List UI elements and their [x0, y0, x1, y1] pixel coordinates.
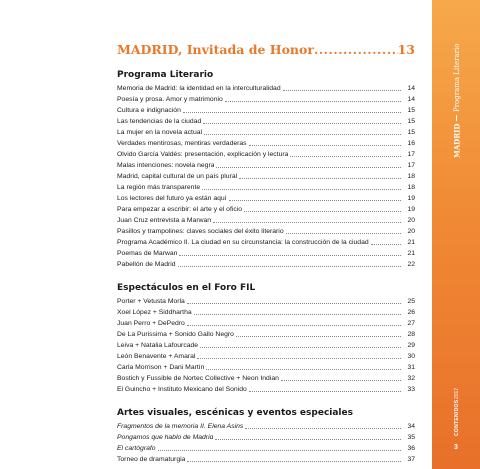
toc-entry-label: Cultura e indignación [117, 107, 181, 114]
toc-entry-leader [290, 156, 401, 157]
toc-entry [117, 115, 415, 126]
sidebar-divider [457, 115, 458, 121]
toc-entry-label: Verdades mentirosas, mentiras verdaderas [117, 140, 247, 147]
toc-entry-leader [194, 314, 401, 315]
toc-entry-page: 14 [407, 96, 415, 103]
toc-entry-page: 21 [407, 250, 415, 257]
toc-entry [117, 82, 415, 93]
section-entries-2 [117, 420, 415, 464]
toc-entry-page: 20 [407, 228, 415, 235]
toc-entry [117, 236, 415, 247]
toc-entry-label: De La Purissima + Sonido Gallo Negro [117, 331, 234, 338]
toc-entry-label: Malas intenciones: novela negra [117, 162, 215, 169]
sidebar-band [432, 0, 480, 469]
toc-entry-label: Pabellón de Madrid [117, 261, 176, 268]
section-title-espectaculos: Espectáculos en el Foro FIL [117, 283, 256, 293]
toc-entry [117, 420, 415, 431]
toc-entry-leader [244, 211, 401, 212]
toc-entry-label: Poemas de Marwan [117, 250, 178, 257]
toc-entry-leader [206, 369, 401, 370]
toc-entry [117, 383, 415, 394]
toc-entry-leader [183, 112, 401, 113]
toc-entry [117, 317, 415, 328]
toc-entry-label: Juan Perro + DePedro [117, 320, 185, 327]
toc-entry [117, 225, 415, 236]
toc-entry [117, 361, 415, 372]
toc-entry [117, 306, 415, 317]
toc-entry-leader [197, 358, 401, 359]
toc-entry [117, 181, 415, 192]
toc-entry-label: Las tendencias de la ciudad [117, 118, 202, 125]
toc-entry-leader [216, 167, 401, 168]
toc-entry-leader [187, 461, 401, 462]
toc-entry-page: 17 [407, 162, 415, 169]
toc-entry-leader [215, 439, 401, 440]
toc-entry-label: La región más transparente [117, 184, 201, 191]
sidebar-programa: Programa Literario [453, 43, 461, 113]
toc-entry-leader [281, 380, 401, 381]
toc-entry-leader [283, 90, 401, 91]
toc-entry-label: El Guincho + Instituto Mexicano del Sonido [117, 386, 247, 393]
toc-entry-page: 18 [407, 184, 415, 191]
toc-entry-leader [158, 450, 401, 451]
toc-entry-page: 16 [407, 140, 415, 147]
page-number: 3 [454, 444, 458, 451]
toc-entry-page: 36 [407, 445, 415, 452]
toc-entry-leader [178, 266, 401, 267]
toc-entry [117, 431, 415, 442]
toc-entry-page: 21 [407, 239, 415, 246]
sidebar-footer [451, 385, 463, 439]
toc-entry-page: 20 [407, 217, 415, 224]
toc-entry [117, 170, 415, 181]
toc-entry-label: Leiva + Natalia Lafourcade [117, 342, 199, 349]
toc-entry-leader [225, 101, 401, 102]
toc-entry-label: Pongamos que hablo de Madrid [117, 434, 214, 441]
section-entries-0 [117, 82, 415, 269]
toc-entry-label: Programa Académico II. La ciudad en su circunstancia: la construcción de la ciudad [117, 239, 369, 246]
toc-entry [117, 453, 415, 464]
table-of-contents [117, 42, 415, 464]
toc-entry-leader [203, 123, 401, 124]
toc-entry-page: 18 [407, 173, 415, 180]
toc-entry-label: Pasillos y trampolines: claves sociales del éxito literario [117, 228, 284, 235]
toc-entry [117, 350, 415, 361]
main-title-leader [314, 42, 398, 57]
toc-entry-leader [249, 145, 401, 146]
toc-entry-label: Madrid, capital cultural de un país plural [117, 173, 238, 180]
toc-entry-label: Para empezar a escribir: el arte y el oficio [117, 206, 243, 213]
toc-entry-page: 15 [407, 107, 415, 114]
toc-entry-leader [204, 134, 401, 135]
toc-entry [117, 372, 415, 383]
toc-entry-label: León Benavente + Amaral [117, 353, 196, 360]
toc-entry [117, 159, 415, 170]
toc-entry-leader [179, 255, 401, 256]
toc-entry-page: 15 [407, 129, 415, 136]
toc-entry-label: Porter + Vetusta Morla [117, 298, 185, 305]
section-title-artes-visuales: Artes visuales, escénicas y eventos especiales [117, 408, 353, 418]
toc-entry [117, 126, 415, 137]
toc-entry-label: Poesía y prosa. Amor y matrimonio [117, 96, 223, 103]
main-title-text: MADRID, Invitada de Honor [117, 42, 314, 57]
toc-entry-leader [187, 325, 401, 326]
toc-entry-leader [239, 178, 401, 179]
toc-entry [117, 442, 415, 453]
toc-entry-page: 19 [407, 195, 415, 202]
toc-entry-label: La mujer en la novela actual [117, 129, 203, 136]
toc-entry-page: 25 [407, 298, 415, 305]
toc-entry-leader [371, 244, 401, 245]
toc-entry [117, 295, 415, 306]
toc-entry-leader [245, 428, 401, 429]
toc-entry-page: 33 [407, 386, 415, 393]
toc-entry-label: Torneo de dramaturgia [117, 456, 186, 463]
toc-entry-label: Bostich y Fussible de Nortec Collective + Neon Indian [117, 375, 279, 382]
toc-entry [117, 104, 415, 115]
toc-entry-page: 35 [407, 434, 415, 441]
toc-entry-label: Memoria de Madrid: la identidad en la interculturalidad [117, 85, 281, 92]
toc-entry-leader [187, 303, 401, 304]
toc-entry [117, 339, 415, 350]
toc-entry-page: 26 [407, 309, 415, 316]
toc-entry-label: Juan Cruz entrevista a Marwan [117, 217, 212, 224]
toc-entry [117, 148, 415, 159]
sidebar-madrid: MADRID [452, 124, 462, 159]
toc-entry-leader [202, 189, 401, 190]
toc-entry-page: 15 [407, 118, 415, 125]
section-entries-1 [117, 295, 415, 394]
toc-entry-page: 17 [407, 151, 415, 158]
toc-entry-label: Fragmentos de la memoria II. Elena Asins [117, 423, 244, 430]
toc-entry-page: 19 [407, 206, 415, 213]
toc-entry-leader [229, 200, 401, 201]
toc-entry-label: Los lectores del futuro ya están aquí [117, 195, 227, 202]
toc-entry-page: 30 [407, 353, 415, 360]
toc-entry-label: Xoel López + Siddhartha [117, 309, 192, 316]
toc-entry [117, 247, 415, 258]
toc-entry-page: 32 [407, 375, 415, 382]
toc-entry-leader [236, 336, 401, 337]
toc-entry-label: Carla Morrison + Dani Martín [117, 364, 205, 371]
sidebar-year: 2017 [454, 387, 460, 399]
main-title-page: 13 [397, 42, 415, 57]
toc-entry-page: 14 [407, 85, 415, 92]
toc-entry [117, 258, 415, 269]
sidebar-running-head [450, 40, 464, 162]
toc-entry-leader [286, 233, 401, 234]
toc-entry-label: El cartógrafo [117, 445, 156, 452]
toc-entry-leader [200, 347, 401, 348]
toc-entry-leader [249, 391, 401, 392]
toc-entry [117, 93, 415, 104]
toc-entry [117, 203, 415, 214]
toc-entry-page: 37 [407, 456, 415, 463]
toc-entry-page: 27 [407, 320, 415, 327]
toc-entry [117, 192, 415, 203]
toc-entry [117, 137, 415, 148]
toc-entry [117, 214, 415, 225]
section-title-programa-literario: Programa Literario [117, 70, 214, 80]
main-title [117, 42, 415, 60]
toc-entry-page: 28 [407, 331, 415, 338]
toc-entry-page: 34 [407, 423, 415, 430]
toc-entry-leader [213, 222, 401, 223]
toc-entry-page: 22 [407, 261, 415, 268]
toc-entry [117, 328, 415, 339]
toc-entry-page: 29 [407, 342, 415, 349]
toc-entry-label: Olvido García Valdés: presentación, explicación y lectura [117, 151, 289, 158]
toc-entry-page: 31 [407, 364, 415, 371]
sidebar-contenidos: CONTENIDOS [454, 400, 460, 437]
